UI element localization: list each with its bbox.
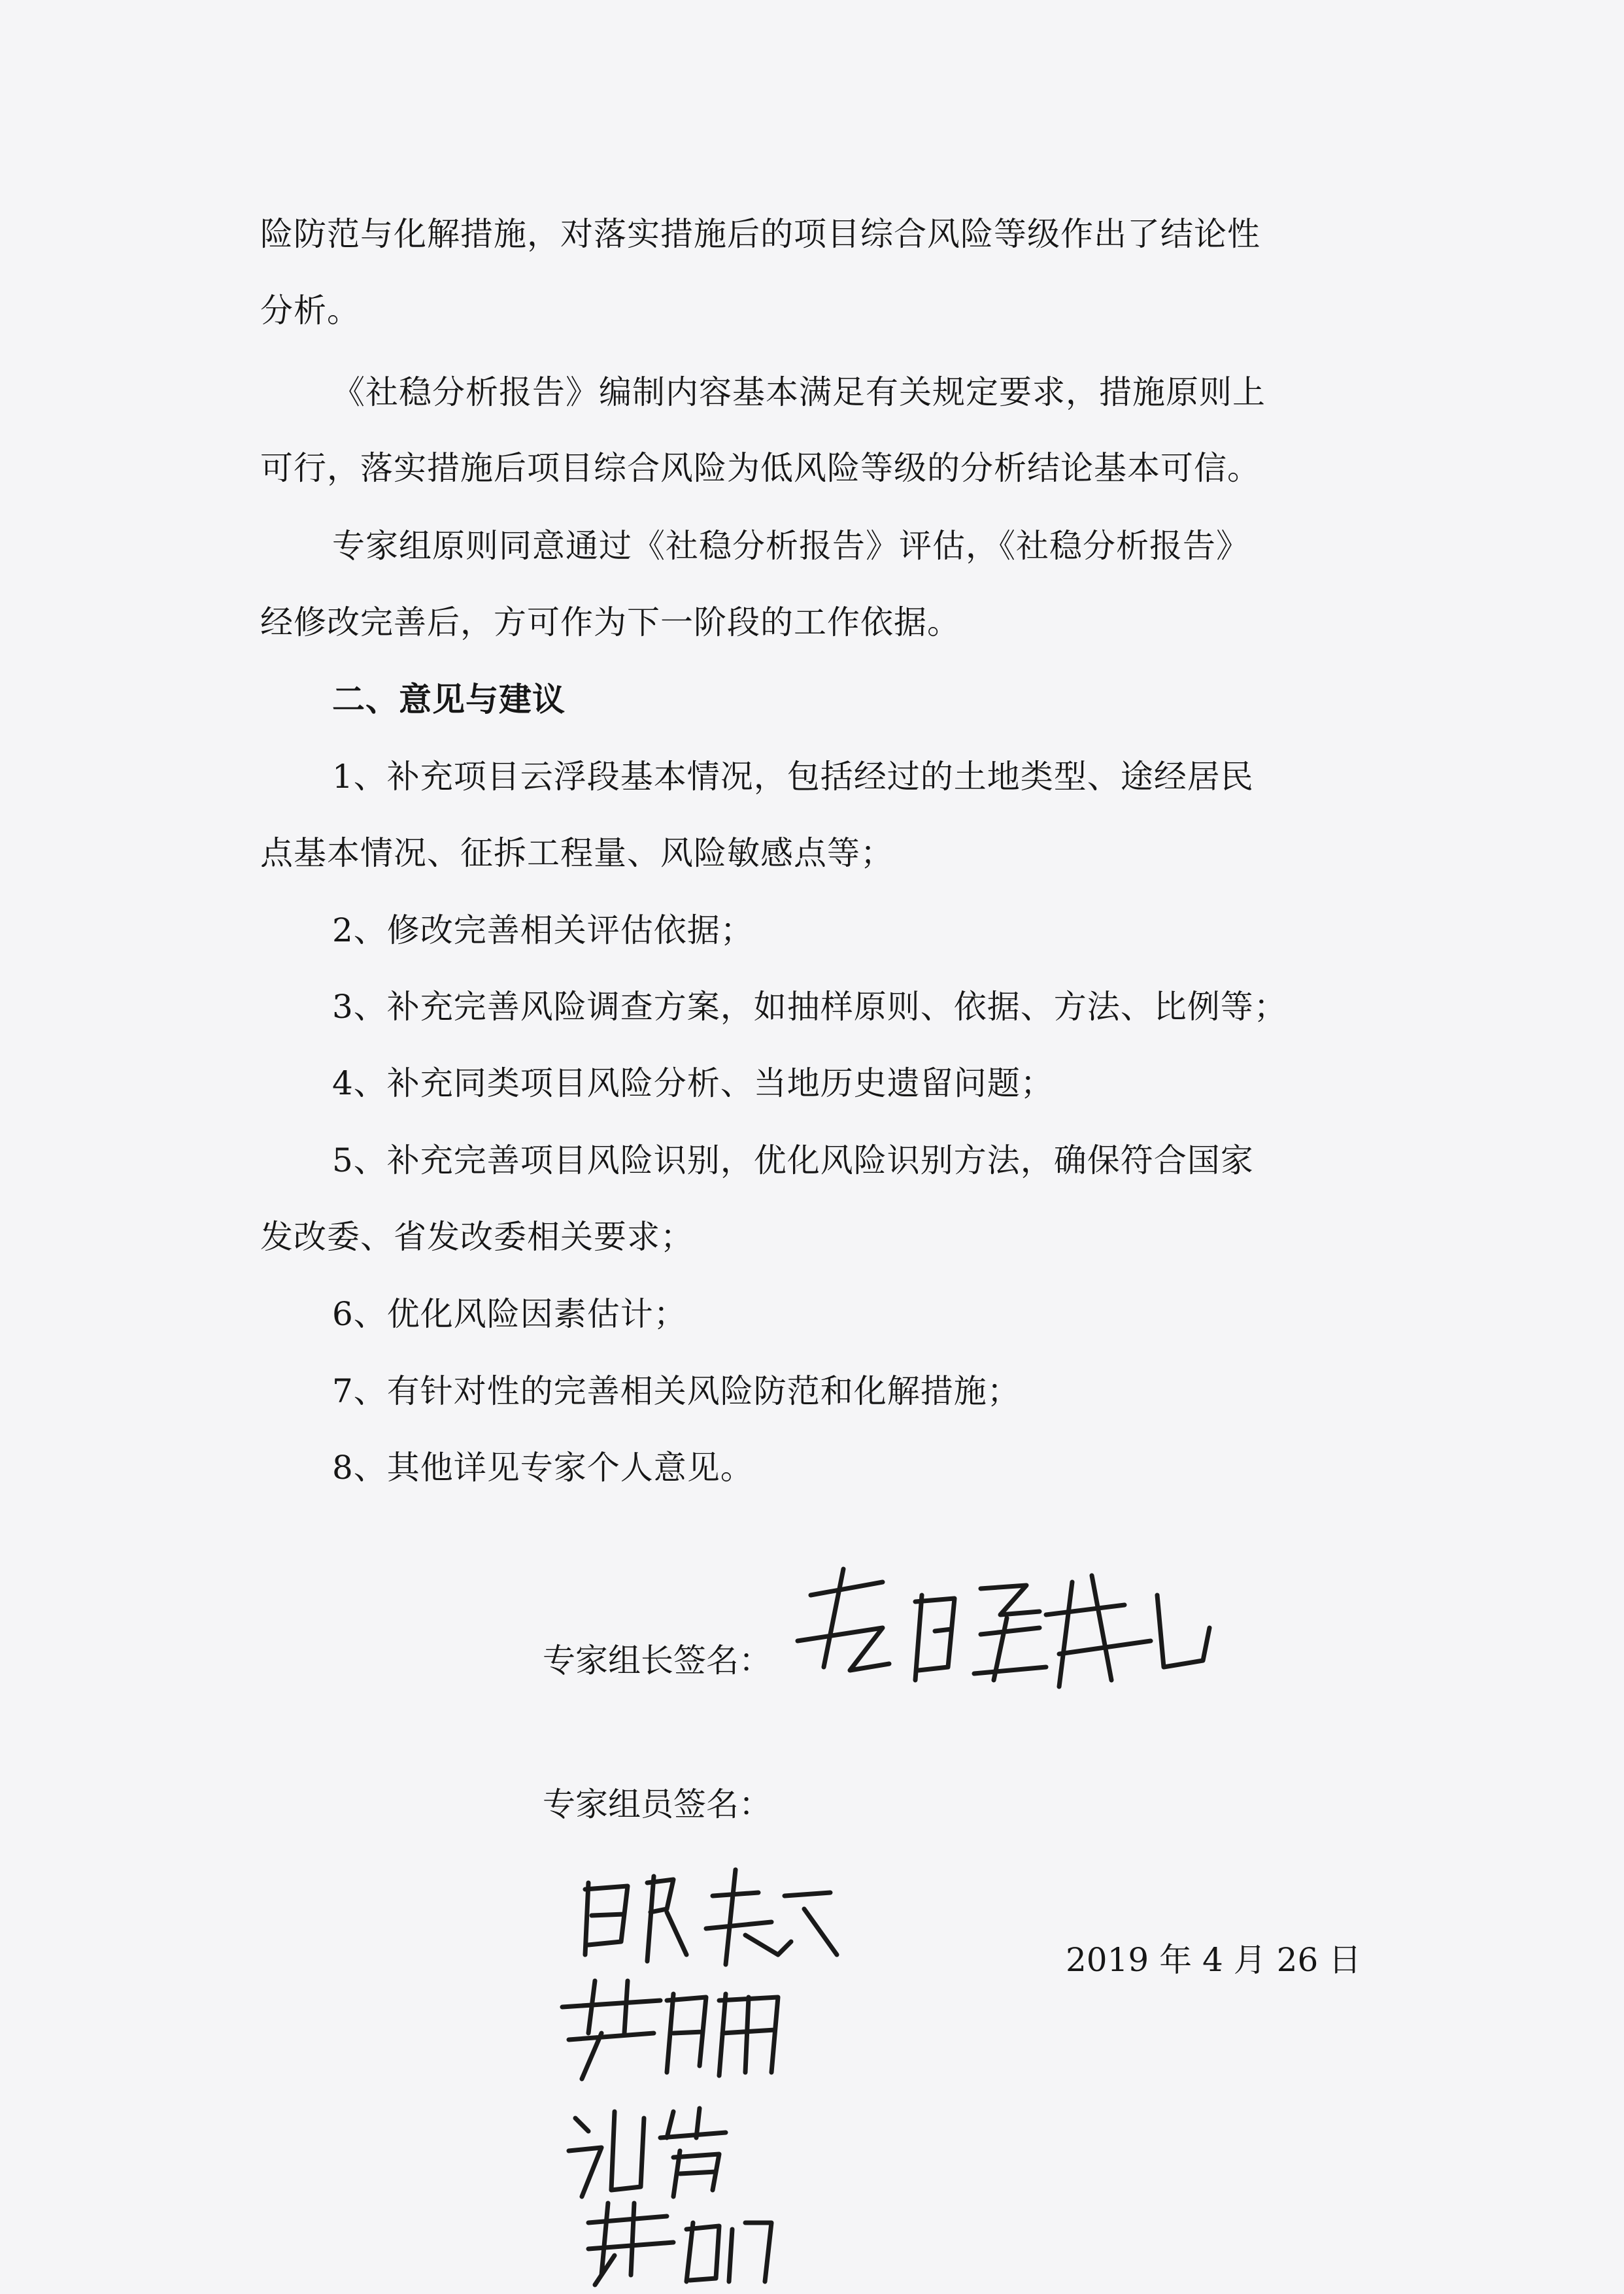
suggestion-line: 7、有针对性的完善相关风险防范和化解措施； <box>332 1372 1021 1410</box>
suggestion-line: 1、补充项目云浮段基本情况，包括经过的土地类型、途经居民 <box>332 758 1254 796</box>
paragraph-line: 可行，落实措施后项目综合风险为低风险等级的分析结论基本可信。 <box>260 449 1260 487</box>
suggestion-line: 8、其他详见专家个人意见。 <box>332 1449 754 1487</box>
paragraph-line: 险防范与化解措施，对落实措施后的项目综合风险等级作出了结论性 <box>260 215 1260 253</box>
member-signature-2 <box>543 1968 817 2085</box>
paragraph-line: 分析。 <box>260 292 360 329</box>
suggestion-line: 点基本情况、征拆工程量、风险敏感点等； <box>260 834 894 872</box>
section-heading: 二、意见与建议 <box>332 680 566 718</box>
suggestion-line: 发改委、省发改委相关要求； <box>260 1218 694 1256</box>
suggestion-line: 4、补充同类项目风险分析、当地历史遗留问题； <box>332 1064 1054 1102</box>
suggestion-line: 2、修改完善相关评估依据； <box>332 911 754 949</box>
paragraph-line: 《社稳分析报告》编制内容基本满足有关规定要求，措施原则上 <box>332 373 1266 411</box>
suggestion-line: 6、优化风险因素估计； <box>332 1295 687 1333</box>
member-signature-4 <box>575 2197 798 2288</box>
member-signature-3 <box>556 2092 791 2203</box>
member-signature-label: 专家组员签名： <box>543 1785 771 1823</box>
leader-signature <box>785 1556 1242 1700</box>
suggestion-line: 5、补充完善项目风险识别，优化风险识别方法，确保符合国家 <box>332 1141 1254 1179</box>
member-signature-1 <box>575 1857 850 1974</box>
leader-signature-label: 专家组长签名： <box>543 1642 771 1679</box>
suggestion-line: 3、补充完善风险调查方案，如抽样原则、依据、方法、比例等； <box>332 988 1287 1026</box>
document-date: 2019 年 4 月 26 日 <box>1066 1941 1362 1979</box>
paragraph-line: 经修改完善后，方可作为下一阶段的工作依据。 <box>260 603 960 641</box>
paragraph-line: 专家组原则同意通过《社稳分析报告》评估，《社稳分析报告》 <box>332 527 1249 565</box>
